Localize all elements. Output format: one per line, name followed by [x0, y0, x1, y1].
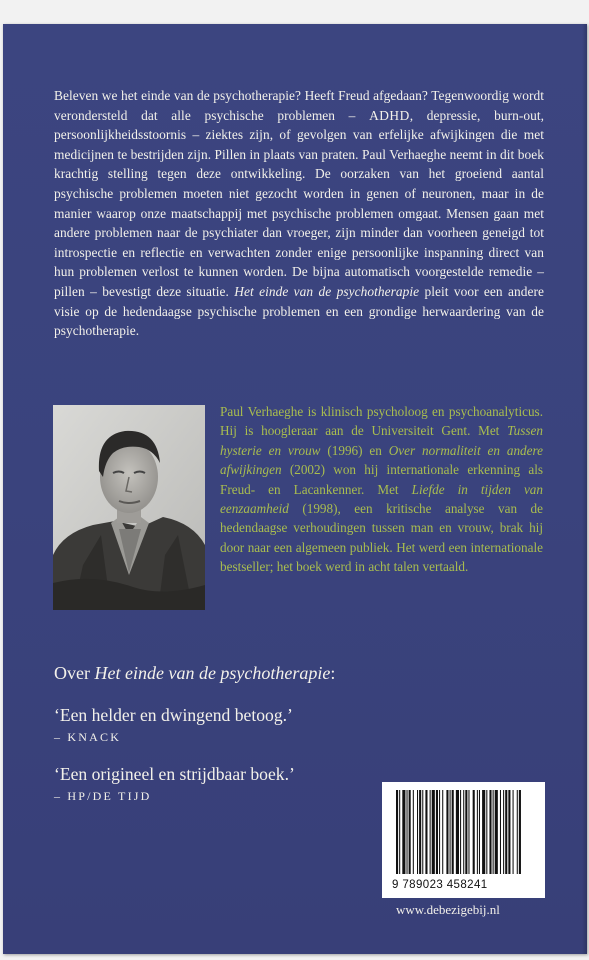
review-quote: ‘Een origineel en strijdbaar boek.’ [54, 764, 295, 784]
blurb-part-3: pleit voor een andere visie op de hedendaagse psychische problemen en een grondige herwaardering van de psychotherapie. [54, 283, 544, 339]
author-photo [53, 405, 205, 610]
bio-book-1: Tussen hysterie en vrouw [220, 423, 543, 458]
book-blurb [54, 86, 544, 341]
isbn-number: 9 789023 458241 [392, 879, 488, 891]
cover-spine-shadow [582, 24, 587, 954]
author-biography [220, 402, 543, 577]
reviews-heading-title: Het einde van de psychotherapie [94, 663, 331, 683]
blurb-book-title: Het einde van de psychotherapie [234, 283, 420, 299]
publisher-url: www.debezigebij.nl [396, 902, 500, 917]
review-source: – HP/DE TIJD [54, 789, 152, 803]
isbn-barcode [382, 782, 545, 898]
reviews-heading [54, 663, 335, 684]
bio-book-2: Over normaliteit en andere afwijkingen [220, 442, 543, 478]
blurb-abbreviation-adhd: ADHD [369, 107, 410, 123]
review-quote: ‘Een helder en dwingend betoog.’ [54, 705, 293, 725]
review-source: – KNACK [54, 730, 122, 744]
blurb-part-2: , depressie, burn-out, persoonlijkheidsstoornis – ziektes zijn, of gevolgen van erfelijke afwijkingen die met medicijnen te bestrijden zijn. Pillen in plaats van praten. Paul Verhaeghe neemt in dit boek krachtig stelling tegen deze ontwikkeling. De oorzaken van het groeiend aantal psychische problemen moeten niet gezocht worden in genen of neuronen, maar in de manier waarop onze maatschappij met psychische problemen omgaat. Mensen gaan met andere problemen naar de psychiater dan vroeger, zijn minder dan voorheen geneigd tot introspectie en reflectie en verwachten zonder enige persoonlijke inspanning direct van hun problemen verlost te kunnen worden. De bijna automatisch voorgestelde remedie – pillen – bevestigt deze situatie. [54, 107, 544, 299]
bio-book-3: Liefde in tijden van eenzaamheid [220, 481, 543, 517]
blurb-part-1: Beleven we het einde van de psychotherapie? Heeft Freud afgedaan? Tegenwoordig wordt verondersteld dat alle psychische problemen – [54, 88, 544, 123]
bio-part-2: (1998), een kritische analyse van de hedendaagse verhoudingen tussen man en vrouw, brak hij door naar een algemeen publiek. Het werd een internationale bestseller; het boek werd in acht talen vertaald. [220, 501, 543, 575]
book-back-cover [3, 24, 587, 954]
reviews-heading-suffix: : [330, 663, 336, 683]
bio-year-2: (2002) won hij internationale erkenning als Freud- en Lacankenner. Met [220, 462, 543, 497]
reviews-heading-prefix: Over [54, 663, 95, 683]
bio-part-1: Paul Verhaeghe is klinisch psycholoog en psychoanalyticus. Hij is hoogleraar aan de Universiteit Gent. Met [220, 404, 543, 439]
bio-year-1: (1996) en [320, 442, 389, 458]
